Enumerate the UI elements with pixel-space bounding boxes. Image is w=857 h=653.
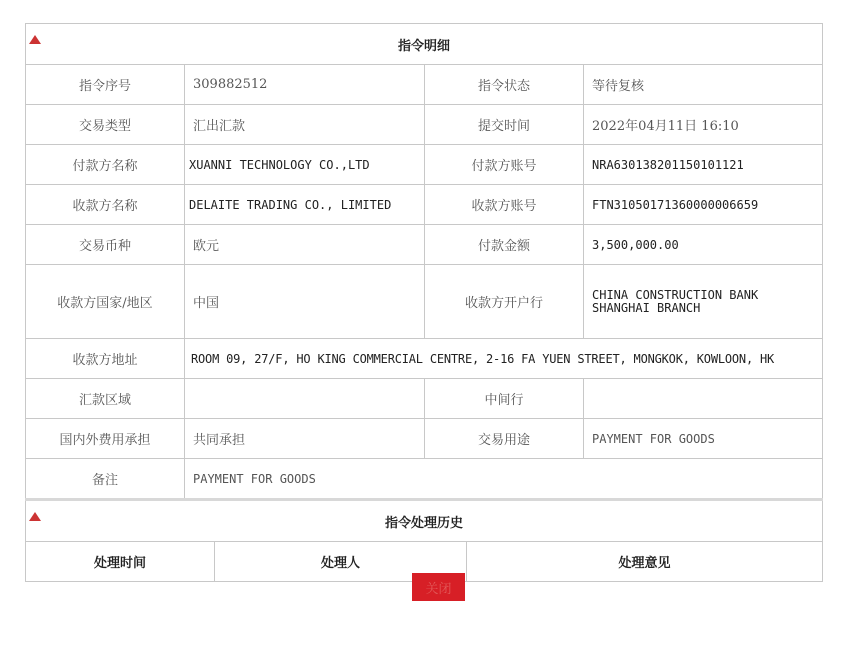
field-value: XUANNI TECHNOLOGY CO.,LTD [185,145,425,185]
table-row [26,105,823,145]
field-value: NRA630138201150101121 [584,145,823,185]
processing-history-table [25,498,823,582]
field-label: 付款方名称 [26,145,185,185]
field-value: FTN31050171360000006659 [584,185,823,225]
field-label: 备注 [26,459,185,499]
field-label: 中间行 [425,379,584,419]
field-label: 交易用途 [425,419,584,459]
field-label: 付款方账号 [425,145,584,185]
table-row [26,379,823,419]
field-value: 等待复核 [584,65,823,105]
column-header: 处理时间 [26,542,215,582]
table-row [26,65,823,105]
field-value: 3,500,000.00 [584,225,823,265]
section-title: 指令明细 [398,38,451,54]
table-row [26,225,823,265]
field-label: 收款方地址 [26,339,185,379]
field-label: 国内外费用承担 [26,419,185,459]
table-row [26,185,823,225]
field-value [185,379,425,419]
field-label: 收款方开户行 [425,265,584,339]
field-value: 309882512 [185,65,425,105]
section-header-detail [26,24,823,65]
address-value: ROOM 09, 27/F, HO KING COMMERCIAL CENTRE, 2-16 FA YUEN STREET, MONGKOK, KOWLOON, HK [185,339,823,379]
field-label: 指令状态 [425,65,584,105]
field-label: 交易币种 [26,225,185,265]
instruction-detail-table [25,23,823,499]
remark-value: PAYMENT FOR GOODS [185,459,823,499]
section-title: 指令处理历史 [385,515,464,531]
instruction-detail-panel [25,23,822,582]
table-row [26,265,823,339]
field-label: 指令序号 [26,65,185,105]
field-value: PAYMENT FOR GOODS [584,419,823,459]
field-label: 提交时间 [425,105,584,145]
field-value: 中国 [185,265,425,339]
close-button[interactable]: 关闭 [412,573,465,601]
column-header: 处理人 [215,542,467,582]
field-label: 交易类型 [26,105,185,145]
table-row [26,459,823,499]
field-value: DELAITE TRADING CO., LIMITED [185,185,425,225]
collapse-triangle-icon[interactable] [29,512,41,521]
field-label: 收款方名称 [26,185,185,225]
field-label: 收款方国家/地区 [26,265,185,339]
field-label: 付款金额 [425,225,584,265]
field-value: 共同承担 [185,419,425,459]
column-header: 处理意见 [467,542,823,582]
field-label: 收款方账号 [425,185,584,225]
field-value: CHINA CONSTRUCTION BANK SHANGHAI BRANCH [584,265,823,339]
table-row [26,145,823,185]
field-label: 汇款区域 [26,379,185,419]
table-row [26,419,823,459]
field-value: 汇出汇款 [185,105,425,145]
table-row [26,339,823,379]
field-value: 欧元 [185,225,425,265]
field-value: 2022年04月11日 16:10 [584,105,823,145]
collapse-triangle-icon[interactable] [29,35,41,44]
section-header-history [26,500,823,542]
field-value [584,379,823,419]
